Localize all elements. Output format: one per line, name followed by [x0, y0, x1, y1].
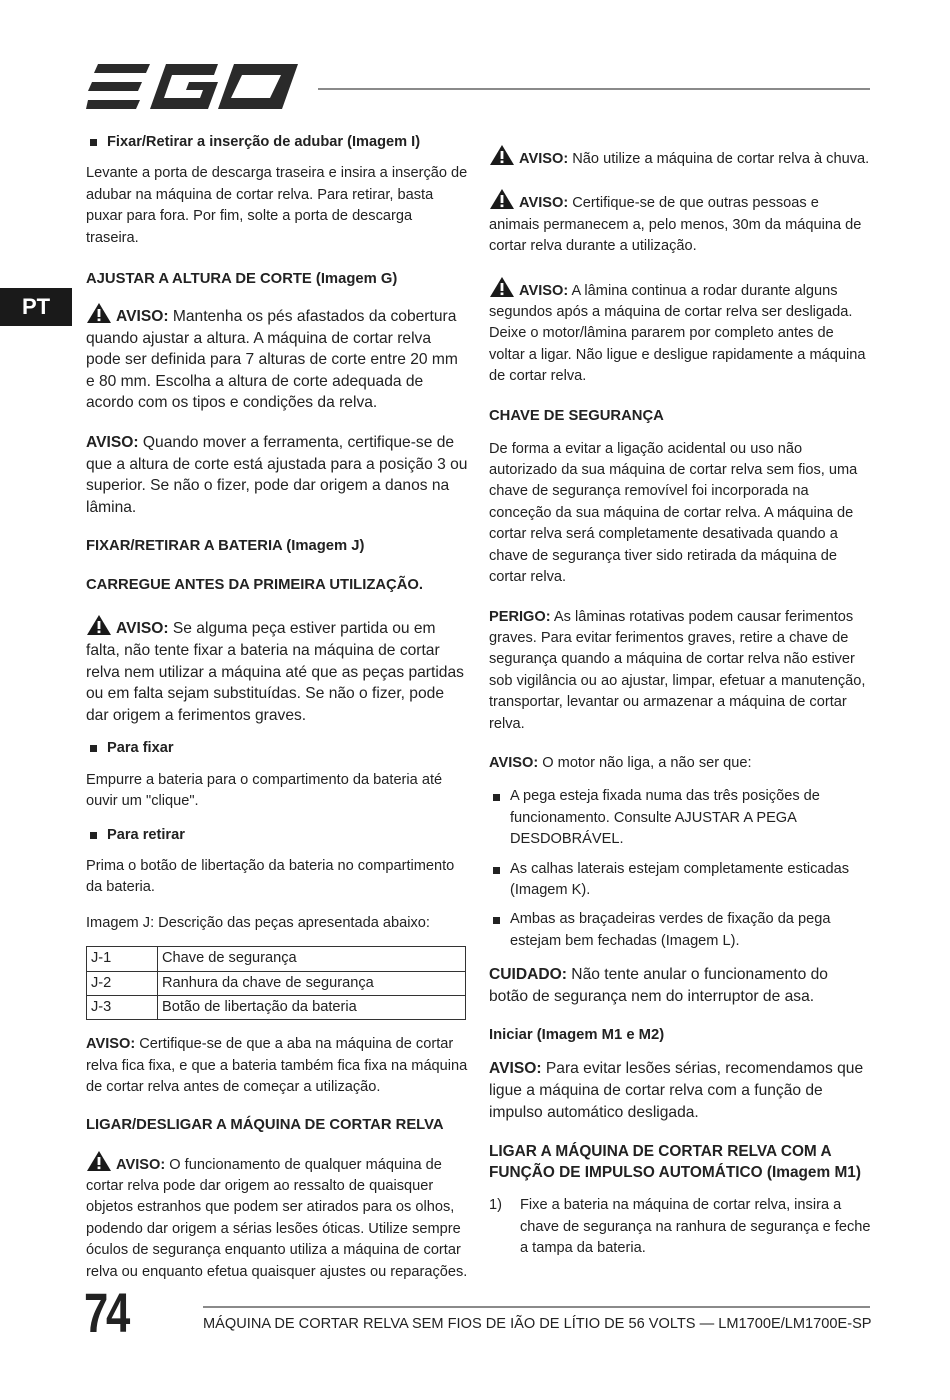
square-bullet-icon — [493, 794, 500, 801]
part-id: J-3 — [87, 996, 158, 1020]
parts-table — [86, 946, 466, 1020]
heading-iniciar: Iniciar (Imagem M1 e M2) — [489, 1027, 665, 1044]
list-item: 1) Fixe a bateria na máquina de cortar relva, insira a chave de segurança na ranhura de segurança e feche a tampa da bateria. — [489, 1197, 871, 1256]
conditions-list — [489, 786, 871, 952]
heading-fixar-bateria: FIXAR/RETIRAR A BATERIA (Imagem J) — [86, 538, 365, 555]
part-desc: Ranhura da chave de segurança — [158, 971, 466, 995]
subtitle-para-fixar: Para fixar — [86, 738, 468, 759]
steps-list — [489, 1195, 871, 1259]
part-id: J-2 — [87, 971, 158, 995]
right-column — [489, 144, 871, 1259]
warning-triangle-icon — [86, 302, 112, 324]
square-bullet-icon — [493, 917, 500, 924]
paragraph-para-fixar: Empurre a bateria para o compartimento da bateria até ouvir um "clique". — [86, 771, 443, 810]
left-column — [86, 132, 468, 1295]
heading-ligar-desligar: LIGAR/DESLIGAR A MÁQUINA DE CORTAR RELVA — [86, 1116, 444, 1133]
warning-lamina: AVISO: A lâmina continua a rodar durante alguns segundos após a máquina de cortar relva ser desligada. Deixe o motor/lâmina pararem por completo antes de voltar a ligar. Não ligue e desligue rapidamente a máquina de cortar relva. — [489, 276, 871, 388]
page-number: 74 — [84, 1281, 128, 1344]
caution-cuidado: CUIDADO: Não tente anular o funcionamento do botão de segurança nem do interruptor de asa. — [489, 966, 828, 1005]
warning-motor: AVISO: O motor não liga, a não ser que: — [489, 754, 752, 771]
square-bullet-icon — [493, 867, 500, 874]
part-desc: Chave de segurança — [158, 947, 466, 971]
warning-triangle-icon — [489, 144, 515, 166]
subtitle-para-retirar: Para retirar — [86, 825, 468, 846]
heading-carregue: CARREGUE ANTES DA PRIMEIRA UTILIZAÇÃO. — [86, 577, 424, 594]
warning-triangle-icon — [86, 1150, 112, 1172]
danger-perigo: PERIGO: As lâminas rotativas podem causar ferimentos graves. Para evitar ferimentos graves, retire a chave de segurança quando a máquina de cortar relva não estiver sob vigilância ou ao ajustar, limpar, efetuar a manutenção, transportar, levantar ou armazenar a máquina de cortar relva. — [489, 608, 866, 732]
heading-impulso: LIGAR A MÁQUINA DE CORTAR RELVA COM A FUNÇÃO DE IMPULSO AUTOMÁTICO (Imagem M1) — [489, 1143, 861, 1182]
language-tab: PT — [0, 288, 72, 326]
table-row — [87, 971, 466, 995]
warning-chuva: AVISO: Não utilize a máquina de cortar relva à chuva. — [489, 144, 871, 170]
paragraph-para-retirar: Prima o botão de libertação da bateria no compartimento da bateria. — [86, 857, 455, 896]
footer-title: MÁQUINA DE CORTAR RELVA SEM FIOS DE IÃO DE LÍTIO DE 56 VOLTS — LM1700E/LM1700E-SP — [203, 1316, 872, 1332]
warning-pessoas: AVISO: Certifique-se de que outras pessoas e animais permanecem a, pelo menos, 30m da máquina de cortar relva durante a utilização. — [489, 188, 871, 257]
warning-ligar: AVISO: O funcionamento de qualquer máquina de cortar relva pode dar origem ao ressalto de quaisquer objetos estranhos que podem ser atirados para os olhos, podendo dar origem a sérias lesões óticas. Utilize sempre óculos de segurança enquanto utiliza a máquina de cortar relva ou enquanto efetua quaisquer ajustes ou reparações. — [86, 1150, 468, 1283]
section-title-fixar-adubar: Fixar/Retirar a inserção de adubar (Imagem I) — [86, 132, 468, 153]
square-bullet-icon — [90, 139, 97, 146]
square-bullet-icon — [90, 745, 97, 752]
list-item: A pega esteja fixada numa das três posições de funcionamento. Consulte AJUSTAR A PEGA DESDOBRÁVEL. — [489, 786, 871, 850]
warning-iniciar: AVISO: Para evitar lesões sérias, recomendamos que ligue a máquina de cortar relva com a função de impulso automático desligada. — [489, 1060, 864, 1121]
heading-ajustar-altura: AJUSTAR A ALTURA DE CORTE (Imagem G) — [86, 271, 398, 288]
paragraph-adubar: Levante a porta de descarga traseira e insira a inserção de adubar na máquina de cortar relva. Para retirar, basta puxar para fora. Por fim, solte a porta de descarga traseira. — [86, 165, 468, 246]
footer-rule — [203, 1306, 870, 1308]
table-row — [87, 947, 466, 971]
header-rule — [318, 88, 870, 90]
table-row — [87, 996, 466, 1020]
warning-triangle-icon — [489, 188, 515, 210]
part-id: J-1 — [87, 947, 158, 971]
warning-pecas: AVISO: Se alguma peça estiver partida ou em falta, não tente fixar a bateria na máquina de cortar relva nem utilizar a máquina até que as peças partidas ou em falta sejam substituídas. Se não o fizer, pode dar origem a ferimentos graves. — [86, 614, 468, 726]
warning-triangle-icon — [86, 614, 112, 636]
warning-mover: AVISO: Quando mover a ferramenta, certifique-se de que a altura de corte está ajustada para a posição 3 ou superior. Se não o fizer, pode dar origem a danos na lâmina. — [86, 434, 468, 516]
list-item: Ambas as braçadeiras verdes de fixação da pega estejam bem fechadas (Imagem L). — [489, 909, 871, 952]
heading-chave-seguranca: CHAVE DE SEGURANÇA — [489, 407, 664, 424]
warning-altura: AVISO: Mantenha os pés afastados da cobertura quando ajustar a altura. A máquina de cortar relva pode ser definida para 7 alturas de corte entre 20 mm e 80 mm. Escolha a altura de corte adequada de acordo com os tipos e condições da relva. — [86, 302, 468, 414]
square-bullet-icon — [90, 832, 97, 839]
part-desc: Botão de libertação da bateria — [158, 996, 466, 1020]
ego-logo — [86, 62, 300, 114]
table-caption: Imagem J: Descrição das peças apresentada abaixo: — [86, 914, 430, 931]
paragraph-chave-seguranca: De forma a evitar a ligação acidental ou uso não autorizado da sua máquina de cortar relva sem fios, uma chave de segurança removível foi incorporada na conceção da sua máquina de cortar relva. A máquina de cortar relva será completamente desativada quando a chave de segurança tiver sido retirada da máquina de cortar relva. — [489, 440, 858, 586]
list-item: As calhas laterais estejam completamente esticadas (Imagem K). — [489, 859, 871, 902]
warning-triangle-icon — [489, 276, 515, 298]
warning-aba: AVISO: Certifique-se de que a aba na máquina de cortar relva fica fixa, e que a bateria também fica fixa na máquina de cortar relva antes de começar a utilização. — [86, 1036, 468, 1096]
